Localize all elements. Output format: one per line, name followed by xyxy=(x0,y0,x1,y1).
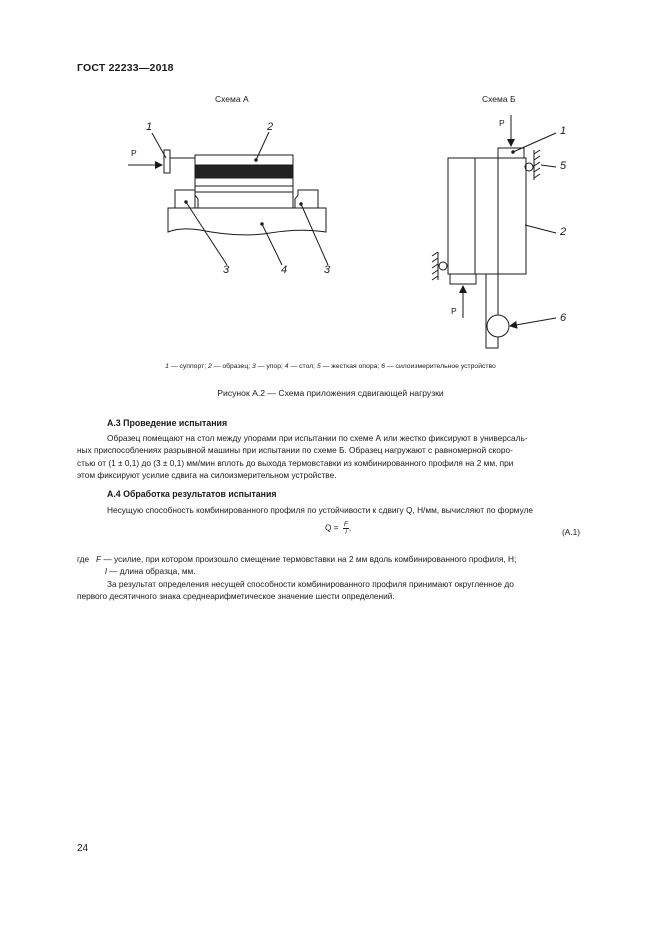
a3-line-2: ных приспособлениях разрывной машины при испытании по схеме Б. Образец нагружают с равномерной скоро- xyxy=(77,445,513,456)
a4-result-line-2: первого десятичного знака среднеарифметическое значение шести определений. xyxy=(77,591,395,602)
figure-a2 xyxy=(0,0,661,380)
formula-lhs: Q = xyxy=(325,522,341,533)
label-b-5: 5 xyxy=(560,160,567,172)
legend-num-1: 1 xyxy=(165,363,169,370)
legend-num-3: 3 xyxy=(252,363,256,370)
legend-text-5: — жесткая опора; xyxy=(320,363,382,370)
formula-numerator: F xyxy=(343,521,348,528)
a4-intro-line: Несущую способность комбинированного профиля по устойчивости к сдвигу Q, Н/мм, вычисляют по формуле xyxy=(107,505,534,515)
legend-num-6: 6 xyxy=(381,363,385,370)
legend-num-5: 5 xyxy=(316,363,321,370)
where-symbol-f: F xyxy=(96,554,102,564)
where-text-l: — длина образца, мм. xyxy=(106,566,196,576)
label-a-force: P xyxy=(131,148,137,158)
legend-num-4: 4 xyxy=(284,363,289,370)
where-prefix: где xyxy=(77,554,90,564)
legend-text-4: — стол; xyxy=(288,363,317,370)
label-a-3-right: 3 xyxy=(324,264,331,276)
label-b-1: 1 xyxy=(560,125,567,137)
section-a4-title: А.4 Обработка результатов испытания xyxy=(107,489,277,499)
legend-text-6: — силоизмерительное устройство xyxy=(384,363,496,370)
label-a-2: 2 xyxy=(267,121,274,133)
label-a-1: 1 xyxy=(146,121,153,133)
formula-number: (А.1) xyxy=(562,527,580,537)
label-b-force-bottom: P xyxy=(451,306,457,316)
a3-line-3: стью от (1 ± 0,1) до (3 ± 0,1) мм/мин вплоть до выхода термовставки из комбинированного профиля на 2 мм, при xyxy=(77,457,514,468)
figure-legend xyxy=(0,363,661,370)
where-symbol-l: l xyxy=(105,566,107,576)
label-b-6: 6 xyxy=(560,312,567,324)
figure-caption: Рисунок А.2 — Схема приложения сдвигающей нагрузки xyxy=(217,388,444,398)
where-line-1 xyxy=(77,553,516,565)
formula-denominator: l xyxy=(345,529,347,536)
a3-line-4: этом фиксируют усилие сдвига на силоизмерительном устройстве. xyxy=(77,469,337,480)
where-text-f: — усилие, при котором произошло смещение термовставки на 2 мм вдоль комбинированного профиля, Н; xyxy=(101,554,517,564)
label-b-force-top: P xyxy=(499,118,505,128)
section-a3-title: А.3 Проведение испытания xyxy=(107,418,228,428)
legend-num-2: 2 xyxy=(207,363,212,370)
scheme-a-drawing xyxy=(128,132,328,265)
page-number: 24 xyxy=(77,843,89,854)
a4-result-line-1: За результат определения несущей способности комбинированного профиля принимают округленное до xyxy=(107,579,514,589)
section-a4-intro xyxy=(77,504,587,516)
document-header: ГОСТ 22233—2018 xyxy=(77,62,174,74)
label-a-3-left: 3 xyxy=(223,264,230,276)
label-a-4: 4 xyxy=(281,264,288,276)
legend-text-2: — образец; xyxy=(211,363,252,370)
section-a3-body xyxy=(77,432,587,481)
scheme-a-title: Схема А xyxy=(215,94,249,104)
formula-a1 xyxy=(325,521,351,536)
formula-tail: , xyxy=(348,522,352,533)
a3-line-1: Образец помещают на стол между упорами при испытании по схеме А или жестко фиксируют в универсаль- xyxy=(107,433,528,443)
scheme-b-title: Схема Б xyxy=(482,94,516,104)
where-line-2 xyxy=(105,565,196,577)
legend-text-1: — суппорт; xyxy=(168,363,208,370)
label-b-2: 2 xyxy=(560,226,567,238)
section-a4-result xyxy=(77,578,587,603)
legend-text-3: — упор; xyxy=(255,363,285,370)
